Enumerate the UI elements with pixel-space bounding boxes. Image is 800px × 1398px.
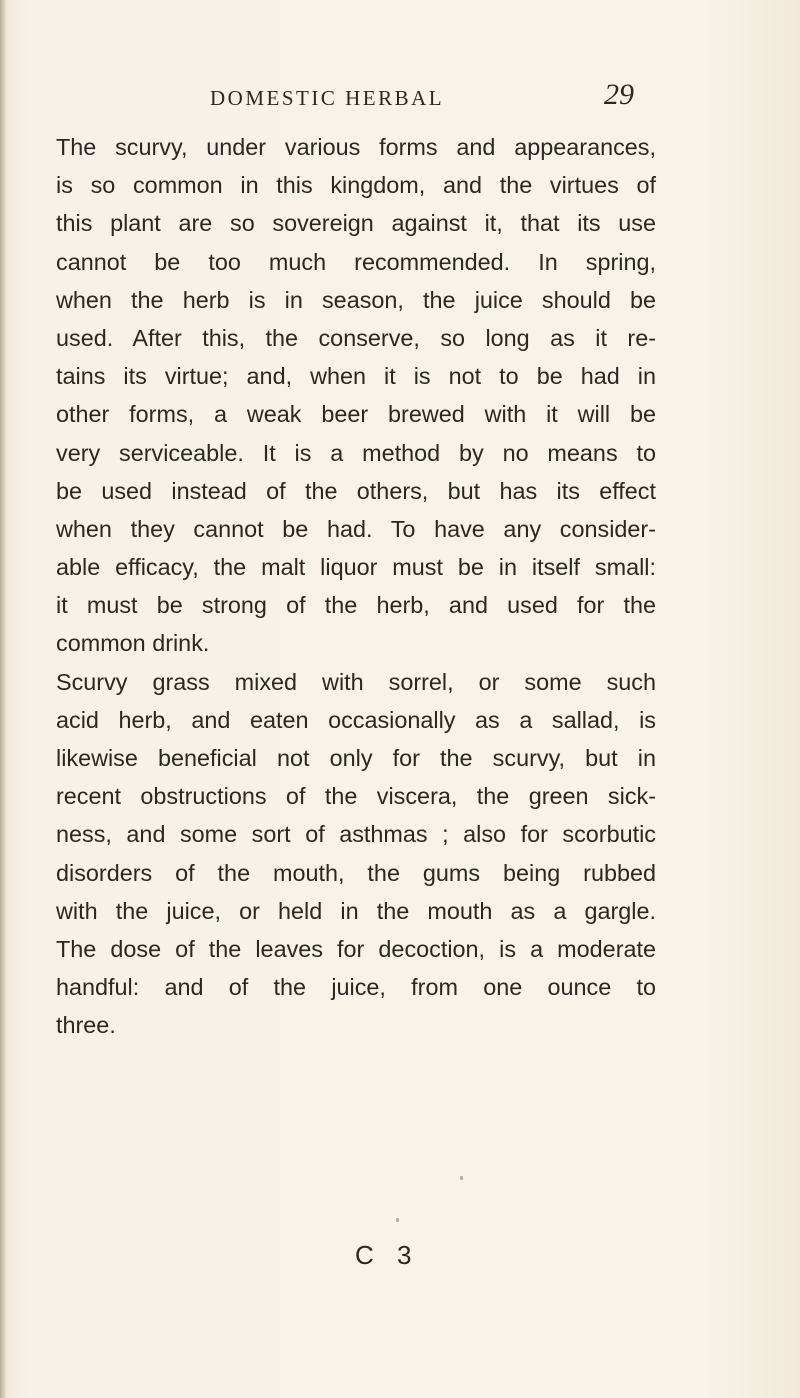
text-line: handful: and of the juice, from one ounce to xyxy=(56,974,656,1001)
text-line: disorders of the mouth, the gums being rubbed xyxy=(56,859,656,886)
text-line: ness, and some sort of asthmas ; also for scorbutic xyxy=(56,821,656,848)
running-title: DOMESTIC HERBAL xyxy=(210,86,445,110)
text-line: tains its virtue; and, when it is not to be had in xyxy=(56,363,656,390)
page-gutter-edge xyxy=(0,0,6,1398)
paper-speck xyxy=(460,1176,463,1180)
text-line: when they cannot be had. To have any consider- xyxy=(56,515,656,542)
text-line: very serviceable. It is a method by no means to xyxy=(56,439,656,466)
text-line: used. After this, the conserve, so long as it re- xyxy=(56,324,656,351)
signature-mark: C 3 xyxy=(355,1240,420,1270)
text-line: other forms, a weak beer brewed with it will be xyxy=(56,401,656,428)
text-line: The dose of the leaves for decoction, is a moderate xyxy=(56,935,656,962)
text-line: Scurvy grass mixed with sorrel, or some such xyxy=(56,668,656,695)
text-line: likewise beneficial not only for the scurvy, but in xyxy=(56,745,656,771)
text-line: with the juice, or held in the mouth as a gargle. xyxy=(56,897,656,924)
text-line: The scurvy, under various forms and appearances, xyxy=(56,134,656,160)
text-line: three. xyxy=(56,1012,116,1039)
page-number: 29 xyxy=(604,78,634,111)
body-text xyxy=(56,128,656,1045)
text-line: recent obstructions of the viscera, the green sick- xyxy=(56,783,656,810)
text-line: cannot be too much recommended. In spring, xyxy=(56,248,656,275)
text-line: this plant are so sovereign against it, that its use xyxy=(56,210,656,237)
running-head xyxy=(210,78,634,118)
text-line: be used instead of the others, but has its effect xyxy=(56,477,656,504)
text-line: able efficacy, the malt liquor must be in itself small: xyxy=(56,554,656,581)
text-line: is so common in this kingdom, and the virtues of xyxy=(56,172,656,199)
text-line: common drink. xyxy=(56,630,210,657)
text-line: acid herb, and eaten occasionally as a sallad, is xyxy=(56,706,656,733)
text-line: it must be strong of the herb, and used for the xyxy=(56,592,656,619)
paper-speck xyxy=(396,1218,399,1222)
text-line: when the herb is in season, the juice should be xyxy=(56,286,656,313)
